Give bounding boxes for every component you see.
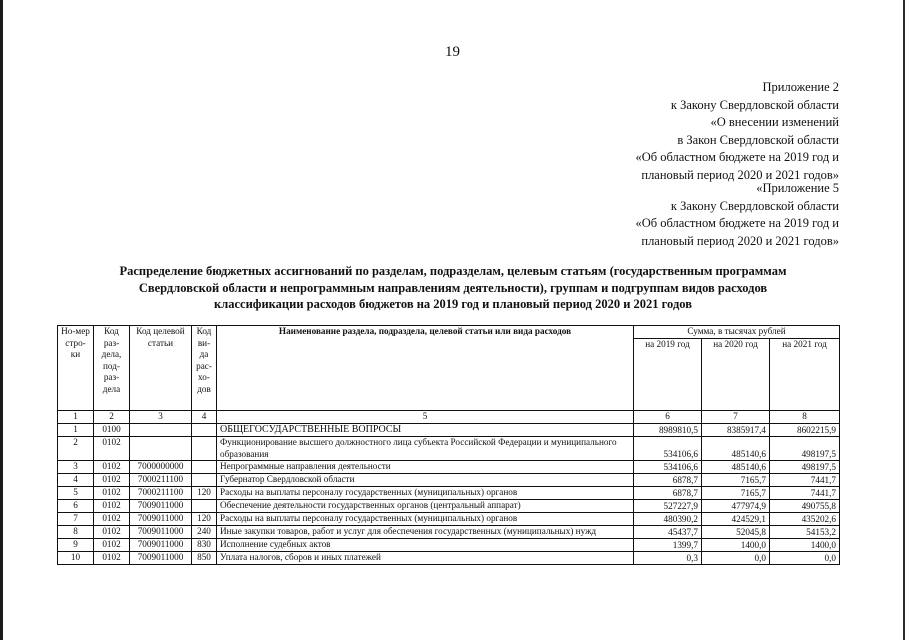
cell-row-number: 7 — [58, 513, 94, 526]
cell-name: Губернатор Свердловской области — [217, 474, 634, 487]
cell-type-code: 120 — [192, 487, 217, 500]
cell-type-code — [192, 424, 217, 437]
cell-target-code: 7009011000 — [130, 552, 192, 565]
cell-target-code — [130, 437, 192, 461]
cell-type-code: 850 — [192, 552, 217, 565]
header-year-2021: на 2021 год — [770, 339, 840, 411]
table-row — [58, 500, 840, 513]
cell-sum-2020: 0,0 — [702, 552, 770, 565]
cell-sum-2019: 534106,6 — [634, 437, 702, 461]
cell-sum-2020: 477974,9 — [702, 500, 770, 513]
cell-sum-2021: 54153,2 — [770, 526, 840, 539]
cell-sum-2019: 1399,7 — [634, 539, 702, 552]
column-number: 5 — [217, 411, 634, 424]
cell-sum-2021: 1400,0 — [770, 539, 840, 552]
cell-name: Расходы на выплаты персоналу государственных (муниципальных) органов — [217, 513, 634, 526]
appendix-5-line: «Приложение 5 — [756, 181, 839, 195]
cell-sum-2020: 7165,7 — [702, 487, 770, 500]
header-row-number: Но-мер стро-ки — [58, 326, 94, 411]
cell-sum-2021: 7441,7 — [770, 474, 840, 487]
cell-name: Расходы на выплаты персоналу государственных (муниципальных) органов — [217, 487, 634, 500]
cell-type-code — [192, 437, 217, 461]
appendix-2-line: Приложение 2 — [762, 80, 839, 94]
cell-sum-2021: 498197,5 — [770, 461, 840, 474]
cell-sum-2019: 45437,7 — [634, 526, 702, 539]
column-number: 4 — [192, 411, 217, 424]
cell-sum-2020: 52045,8 — [702, 526, 770, 539]
cell-row-number: 2 — [58, 437, 94, 461]
cell-target-code: 7009011000 — [130, 513, 192, 526]
table-header-row — [58, 326, 840, 339]
column-number: 2 — [94, 411, 130, 424]
cell-target-code: 7000211100 — [130, 474, 192, 487]
cell-type-code — [192, 500, 217, 513]
cell-name: Иные закупки товаров, работ и услуг для обеспечения государственных (муниципальных) нужд — [217, 526, 634, 539]
cell-type-code: 240 — [192, 526, 217, 539]
cell-name: Функционирование высшего должностного лица субъекта Российской Федерации и муниципального образования — [217, 437, 634, 461]
cell-sum-2021: 490755,8 — [770, 500, 840, 513]
scan-edge-left — [0, 0, 3, 640]
cell-row-number: 8 — [58, 526, 94, 539]
table-row — [58, 539, 840, 552]
cell-target-code: 7009011000 — [130, 539, 192, 552]
cell-sum-2019: 0,3 — [634, 552, 702, 565]
title-line: Распределение бюджетных ассигнований по разделам, подразделам, целевым статьям (государственным программам — [119, 264, 787, 278]
appendix-2-line: «О внесении изменений — [710, 115, 839, 129]
cell-section-code: 0100 — [94, 424, 130, 437]
cell-section-code: 0102 — [94, 526, 130, 539]
table-row — [58, 424, 840, 437]
cell-sum-2021: 8602215,9 — [770, 424, 840, 437]
cell-row-number: 10 — [58, 552, 94, 565]
cell-sum-2021: 0,0 — [770, 552, 840, 565]
cell-sum-2019: 534106,6 — [634, 461, 702, 474]
cell-type-code: 120 — [192, 513, 217, 526]
cell-section-code: 0102 — [94, 552, 130, 565]
column-number: 8 — [770, 411, 840, 424]
cell-target-code: 7009011000 — [130, 526, 192, 539]
cell-type-code — [192, 474, 217, 487]
cell-sum-2021: 498197,5 — [770, 437, 840, 461]
header-name: Наименование раздела, подраздела, целевой статьи или вида расходов — [217, 326, 634, 411]
cell-name: ОБЩЕГОСУДАРСТВЕННЫЕ ВОПРОСЫ — [217, 424, 634, 437]
column-number: 7 — [702, 411, 770, 424]
budget-table — [57, 325, 840, 565]
cell-sum-2020: 424529,1 — [702, 513, 770, 526]
appendix-5-line: плановый период 2020 и 2021 годов» — [641, 233, 839, 248]
cell-sum-2021: 7441,7 — [770, 487, 840, 500]
appendix-2-line: к Закону Свердловской области — [670, 97, 839, 112]
cell-sum-2019: 6878,7 — [634, 487, 702, 500]
cell-section-code: 0102 — [94, 487, 130, 500]
column-number-row — [58, 411, 840, 424]
header-type-code: Код ви-да рас-хо-дов — [192, 326, 217, 411]
cell-sum-2020: 1400,0 — [702, 539, 770, 552]
cell-type-code: 830 — [192, 539, 217, 552]
column-number: 1 — [58, 411, 94, 424]
appendix-2-block — [635, 79, 839, 184]
cell-sum-2020: 485140,6 — [702, 437, 770, 461]
cell-target-code — [130, 424, 192, 437]
cell-name: Уплата налогов, сборов и иных платежей — [217, 552, 634, 565]
cell-name: Исполнение судебных актов — [217, 539, 634, 552]
cell-section-code: 0102 — [94, 437, 130, 461]
appendix-2-line: в Закон Свердловской области — [677, 132, 839, 147]
table-row — [58, 437, 840, 461]
document-title — [98, 263, 808, 313]
appendix-5-line: «Об областном бюджете на 2019 год и — [635, 216, 839, 230]
cell-row-number: 1 — [58, 424, 94, 437]
cell-sum-2019: 527227,9 — [634, 500, 702, 513]
cell-section-code: 0102 — [94, 500, 130, 513]
title-line: классификации расходов бюджетов на 2019 год и плановый период 2020 и 2021 годов — [214, 297, 692, 311]
column-number: 3 — [130, 411, 192, 424]
table-body — [58, 424, 840, 565]
appendix-2-line: плановый период 2020 и 2021 годов» — [641, 167, 839, 182]
page-number: 19 — [445, 44, 460, 60]
cell-row-number: 5 — [58, 487, 94, 500]
header-year-2020: на 2020 год — [702, 339, 770, 411]
cell-target-code: 7009011000 — [130, 500, 192, 513]
cell-sum-2019: 480390,2 — [634, 513, 702, 526]
cell-sum-2019: 8989810,5 — [634, 424, 702, 437]
cell-section-code: 0102 — [94, 474, 130, 487]
header-sum: Сумма, в тысячах рублей — [634, 326, 840, 339]
appendix-2-line: «Об областном бюджете на 2019 год и — [635, 150, 839, 164]
table-row — [58, 526, 840, 539]
cell-section-code: 0102 — [94, 513, 130, 526]
appendix-5-line: к Закону Свердловской области — [670, 198, 839, 213]
cell-section-code: 0102 — [94, 539, 130, 552]
cell-section-code: 0102 — [94, 461, 130, 474]
cell-sum-2021: 435202,6 — [770, 513, 840, 526]
cell-sum-2020: 7165,7 — [702, 474, 770, 487]
column-number: 6 — [634, 411, 702, 424]
cell-sum-2019: 6878,7 — [634, 474, 702, 487]
table-row — [58, 513, 840, 526]
cell-sum-2020: 8385917,4 — [702, 424, 770, 437]
cell-sum-2020: 485140,6 — [702, 461, 770, 474]
cell-row-number: 9 — [58, 539, 94, 552]
cell-row-number: 6 — [58, 500, 94, 513]
cell-type-code — [192, 461, 217, 474]
table-row — [58, 461, 840, 474]
table-row — [58, 474, 840, 487]
cell-name: Непрограммные направления деятельности — [217, 461, 634, 474]
table-row — [58, 552, 840, 565]
appendix-5-block — [635, 180, 839, 250]
cell-target-code: 7000000000 — [130, 461, 192, 474]
cell-row-number: 4 — [58, 474, 94, 487]
header-section-code: Код раз-дела, под-раз-дела — [94, 326, 130, 411]
header-target-code: Код целевой статьи — [130, 326, 192, 411]
table-row — [58, 487, 840, 500]
cell-target-code: 7000211100 — [130, 487, 192, 500]
title-line: Свердловской области и непрограммным направлениям деятельности), группам и подгруппам видов расходов — [138, 280, 768, 295]
cell-row-number: 3 — [58, 461, 94, 474]
cell-name: Обеспечение деятельности государственных органов (центральный аппарат) — [217, 500, 634, 513]
header-year-2019: на 2019 год — [634, 339, 702, 411]
